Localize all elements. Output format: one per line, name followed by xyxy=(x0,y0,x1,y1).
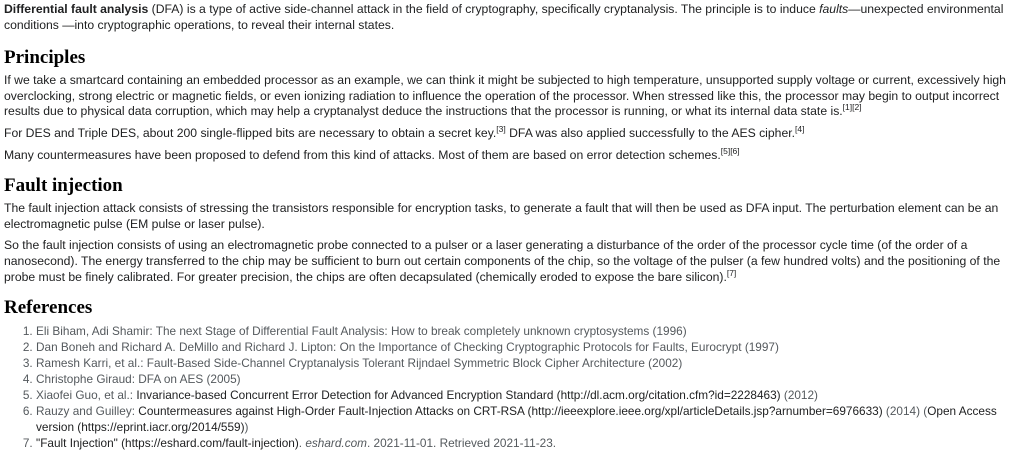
references-list xyxy=(4,323,1018,451)
reference-item-1: 1. Eli Biham, Adi Shamir: The next Stage of Differential Fault Analysis: How to break completely unknown cryptosystems (1996) xyxy=(36,323,1018,339)
reference-5-year: (2012) xyxy=(780,388,818,403)
reference-6-link[interactable]: Countermeasures against High-Order Fault-Injection Attacks on CRT-RSA (http://ieeexplore.ieee.org/xpl/articleDetails.jsp?arnumber=6976633) xyxy=(138,404,883,419)
reference-6-open-access-link[interactable]: Open Access version (https://eprint.iacr.org/2014/559) xyxy=(36,404,997,435)
reference-7-rest: . 2021-11-01. Retrieved 2021-11-23. xyxy=(366,436,557,451)
citation-1-2[interactable]: [1][2] xyxy=(842,102,862,113)
fault-injection-heading: Fault injection xyxy=(4,175,123,197)
fault-injection-p2-text: So the fault injection consists of using an electromagnetic probe connected to a pulser or a laser generating a disturbance of the order of the processor cycle time (of the order of a nanosecond). The energy transferred to the chip may be sufficient to burn out certain components of the chip, so the voltage of the pulser (a few hundred volts) and the positioning of the probe must be finely calibrated. For greater precision, the chips are often decapsulated (chemically eroded to expose the bare silicon). xyxy=(4,238,1001,284)
reference-5-link[interactable]: Invariance-based Concurrent Error Detection for Advanced Encryption Standard (http://dl.acm.org/citation.cfm?id=2228463) xyxy=(136,388,781,403)
principles-p2-text-b: DFA was also applied successfully to the AES cipher. xyxy=(505,125,796,140)
intro-faults-word: faults xyxy=(819,2,849,16)
principles-heading: Principles xyxy=(4,47,86,69)
reference-item-6 xyxy=(36,403,1018,435)
reference-item-5 xyxy=(36,387,1018,403)
reference-item-2: 2. Dan Boneh and Richard A. DeMillo and Richard J. Lipton: On the Importance of Checking Cryptographic Protocols for Faults, Eurocrypt (1997) xyxy=(36,339,1018,355)
reference-5-author: Xiaofei Guo, et al.: xyxy=(36,388,137,403)
references-heading: References xyxy=(4,297,93,319)
citation-3[interactable]: [3] xyxy=(496,123,506,134)
principles-p1-text: If we take a smartcard containing an embedded processor as an example, we can think it might be subjected to high temperature, unsupported supply voltage or current, excessively high overclocking, strong electric or magnetic fields, or even ionizing radiation to influence the operation of the processor. When stressed like this, the processor may begin to output incorrect results due to physical data corruption, which may help a cryptanalyst deduce the instructions that the processor is running, or what its internal data state is. xyxy=(4,73,1006,119)
principles-paragraph-1 xyxy=(4,73,1018,120)
citation-5-6[interactable]: [5][6] xyxy=(720,145,740,156)
intro-text-a: (DFA) is a type of active side-channel attack in the field of cryptography, specifically cryptanalysis. The principle is to induce xyxy=(148,2,820,16)
reference-7-link[interactable]: "Fault Injection" (https://eshard.com/fault-injection) xyxy=(36,436,299,451)
reference-6-year: (2014) ( xyxy=(882,404,928,419)
reference-item-4: 4. Christophe Giraud: DFA on AES (2005) xyxy=(36,371,1018,387)
fault-injection-paragraph-1: The fault injection attack consists of stressing the transistors responsible for encryption tasks, to generate a fault that will then be used as DFA input. The perturbation element can be an electromagnetic pulse (EM pulse or laser pulse). xyxy=(4,201,999,231)
intro-text-b: —unexpected environmental conditions —into cryptographic operations, to reveal their internal states. xyxy=(4,2,1004,32)
reference-7-site: eshard.com xyxy=(305,436,367,451)
principles-p2-text-a: For DES and Triple DES, about 200 single-flipped bits are necessary to obtain a secret key. xyxy=(4,125,497,140)
principles-p3-text: Many countermeasures have been proposed to defend from this kind of attacks. Most of them are based on error detection schemes. xyxy=(4,147,721,162)
intro-title-bold: Differential fault analysis xyxy=(4,2,149,16)
reference-7-dot: . xyxy=(298,436,306,451)
principles-paragraph-3 xyxy=(4,145,1018,164)
citation-4[interactable]: [4] xyxy=(795,123,805,134)
reference-6-close: ) xyxy=(244,420,249,435)
reference-item-3: 3. Ramesh Karri, et al.: Fault-Based Side-Channel Cryptanalysis Tolerant Rijndael Symmetric Block Cipher Architecture (2002) xyxy=(36,355,1018,371)
citation-7[interactable]: [7] xyxy=(726,267,737,278)
fault-injection-paragraph-2 xyxy=(4,238,1018,285)
reference-item-7 xyxy=(36,435,1018,451)
principles-paragraph-2 xyxy=(4,123,1018,142)
intro-paragraph xyxy=(4,2,1018,33)
reference-6-author: Rauzy and Guilley: xyxy=(36,404,139,419)
